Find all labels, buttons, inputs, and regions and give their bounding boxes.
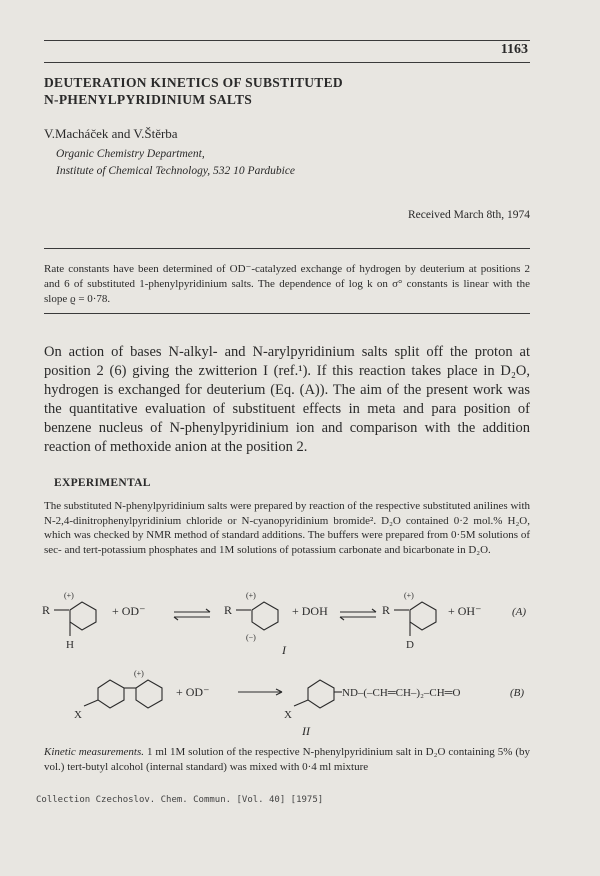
affiliation [56,146,295,180]
affiliation-line-2: Institute of Chemical Technology, 532 10 Pardubice [56,165,296,177]
affiliation-line-1: Organic Chemistry Department, [56,148,205,160]
equation-b-label: (B) [510,687,525,699]
benzene-ring-b2 [308,680,334,708]
received-date: Received March 8th, 1974 [408,209,530,221]
product-chain: ND–(–CH═CH–)₂–CH═O [342,687,461,699]
abstract-rule-bottom [44,313,530,314]
title-line-1: DEUTERATION KINETICS OF SUBSTITUTED [44,75,343,90]
pyridine-ring-2 [252,602,278,630]
header-rule-lower [44,62,530,63]
kinetic-text: 1 ml 1M solution of the respective N-phenylpyridinium salt in D₂O containing 5% (by vol.) tert-butyl alcohol (internal standard) was mixed with 0·4 ml mixture [44,746,531,773]
reagent-doh: + DOH [292,604,328,618]
kinetic-lead: Kinetic measurements. [44,746,144,758]
abstract-rule-top [44,248,530,249]
reagent-od: + OD⁻ [112,604,146,618]
header-rule [44,40,530,41]
benzene-ring-b1 [98,680,124,708]
footer-citation: Collection Czechoslov. Chem. Commun. [Vol. 40] [1975] [36,795,324,805]
r-group-1: R [42,603,51,617]
hydrogen-label: H [66,639,74,651]
article-title [44,74,343,108]
pyridine-ring-3 [410,602,436,630]
kinetic-paragraph [44,745,530,775]
pyridine-ring-b [136,680,162,708]
introduction-paragraph: On action of bases N-alkyl- and N-arylpyridinium salts split off the proton at position 2 (6) giving the zwitterion I (ref.¹). If this reaction takes place in D₂O, hydrogen is exchanged for deuterium (Eq. (A)). The aim of the present work was the quantitative evaluation of substituent effects in meta and para position of benzene nucleus of N-phenylpyridinium ion and comparison with the addition reaction of methoxide anion at the position 2. [44,344,530,455]
pyridine-ring-1 [70,602,96,630]
reaction-scheme-a [40,584,540,656]
compound-label-ii: II [302,724,310,738]
title-line-2: N-PHENYLPYRIDINIUM SALTS [44,92,253,107]
plus-charge-2: (+) [246,591,256,600]
equation-a-label: (A) [512,606,527,618]
deuterium-label: D [406,639,414,651]
product-oh: + OH⁻ [448,604,482,618]
plus-charge-3: (+) [404,591,414,600]
page-number: 1163 [500,42,528,57]
r-group-3: R [382,603,391,617]
section-heading-experimental: EXPERIMENTAL [54,477,151,489]
experimental-paragraph: The substituted N-phenylpyridinium salts were prepared by reaction of the respective substituted anilines with N-2,4-dinitrophenylpyridinium chloride or N-cyanopyridinium bromide². D₂O contained 0·2 mol.% H₂O, which was checked by NMR method of standard additions. The buffers were prepared from 0·5M solutions of sec- and tert-potassium phosphates and 1M solutions of potassium carbonate and bicarbonate in D₂O. [44,500,530,556]
abstract: Rate constants have been determined of OD⁻-catalyzed exchange of hydrogen by deuterium at positions 2 and 6 of substituted 1-phenylpyridinium salts. The dependence of log k on σ° constants is linear with the slope ϱ = 0·78. [44,263,530,305]
compound-label-i: I [282,643,286,657]
authors: V.Macháček and V.Štěrba [44,126,178,141]
plus-charge-1: (+) [64,591,74,600]
r-group-2: R [224,603,233,617]
reagent-od-b: + OD⁻ [176,685,210,699]
substituent-x-2: X [284,709,292,721]
substituent-x-1: X [74,709,82,721]
minus-charge: (−) [246,633,256,642]
plus-charge-b: (+) [134,669,144,678]
